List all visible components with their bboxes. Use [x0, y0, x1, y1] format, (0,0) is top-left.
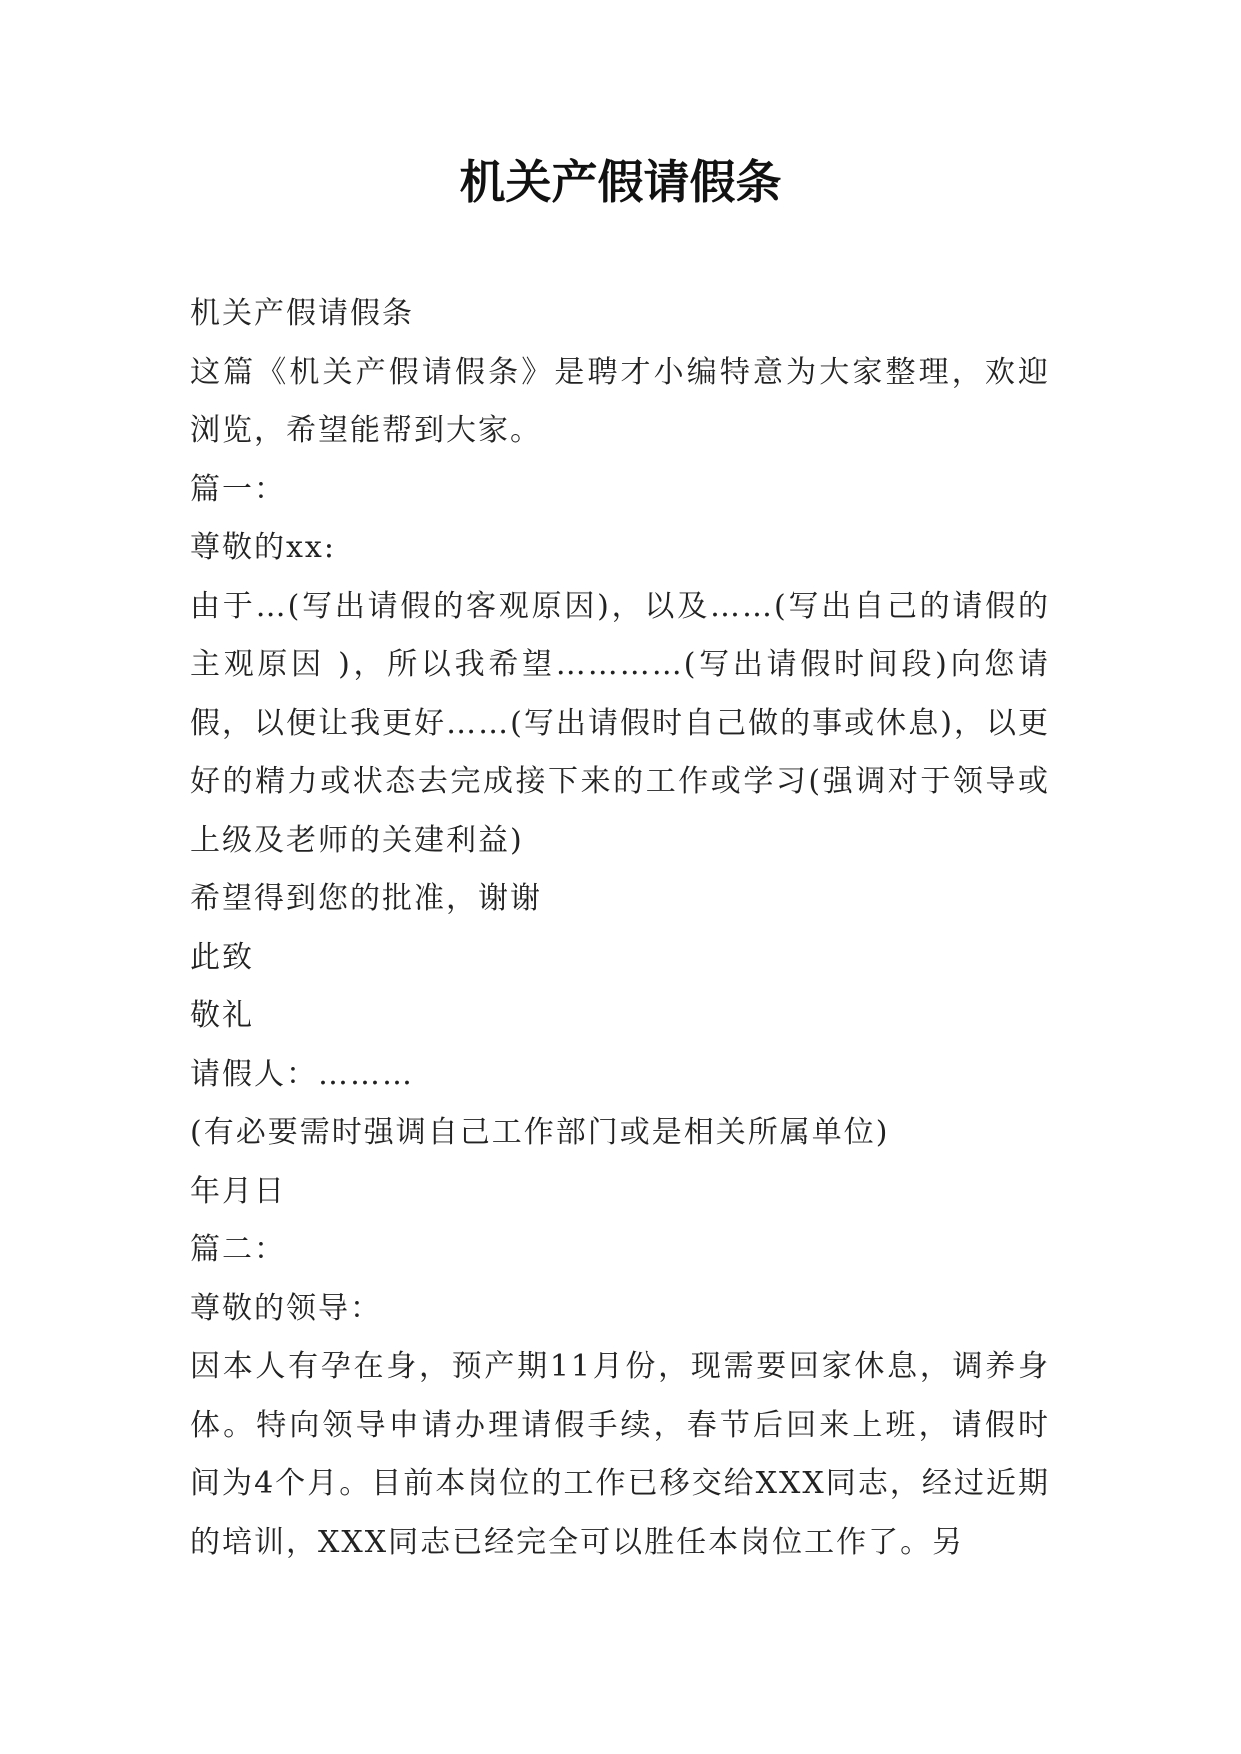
section-two-heading: 篇二：	[190, 1232, 286, 1267]
closing-cizhi: 此致	[190, 939, 254, 975]
paragraph-intro: 这篇《机关产假请假条》是聘才小编特意为大家整理，欢迎浏览，希望能帮到大家。	[190, 354, 1050, 448]
date-line: 年月日	[190, 1173, 286, 1209]
paragraph-body-one: 由于…(写出请假的客观原因)，以及……(写出自己的请假的主观原因 )，所以我希望…………(写出请假时间段)向您请假，以便让我更好……(写出请假时自己做的事或休息)，以更好的精力或状态去完成接下来的工作或学习(强调对于领导或上级及老师的关建利益)	[190, 588, 1050, 858]
closing-jingli: 敬礼	[190, 998, 254, 1033]
department-note: (有必要需时强调自己工作部门或是相关所属单位)	[190, 1115, 890, 1150]
salutation-two: 尊敬的领导：	[190, 1290, 382, 1326]
paragraph-body-two: 因本人有孕在身，预产期11月份，现需要回家休息，调养身体。特向领导申请办理请假手续，春节后回来上班，请假时间为4个月。目前本岗位的工作已移交给XXX同志，经过近期的培训，XXX同志已经完全可以胜任本岗位工作了。另	[190, 1349, 1050, 1560]
document-body	[190, 285, 1050, 1572]
paragraph-heading: 机关产假请假条	[190, 296, 414, 331]
section-one-heading: 篇一：	[190, 471, 286, 507]
salutation-one: 尊敬的xx:	[190, 530, 336, 565]
signature-line: 请假人：………	[190, 1056, 414, 1092]
closing-request: 希望得到您的批准，谢谢	[190, 881, 542, 916]
document-title: 机关产假请假条	[459, 155, 782, 209]
